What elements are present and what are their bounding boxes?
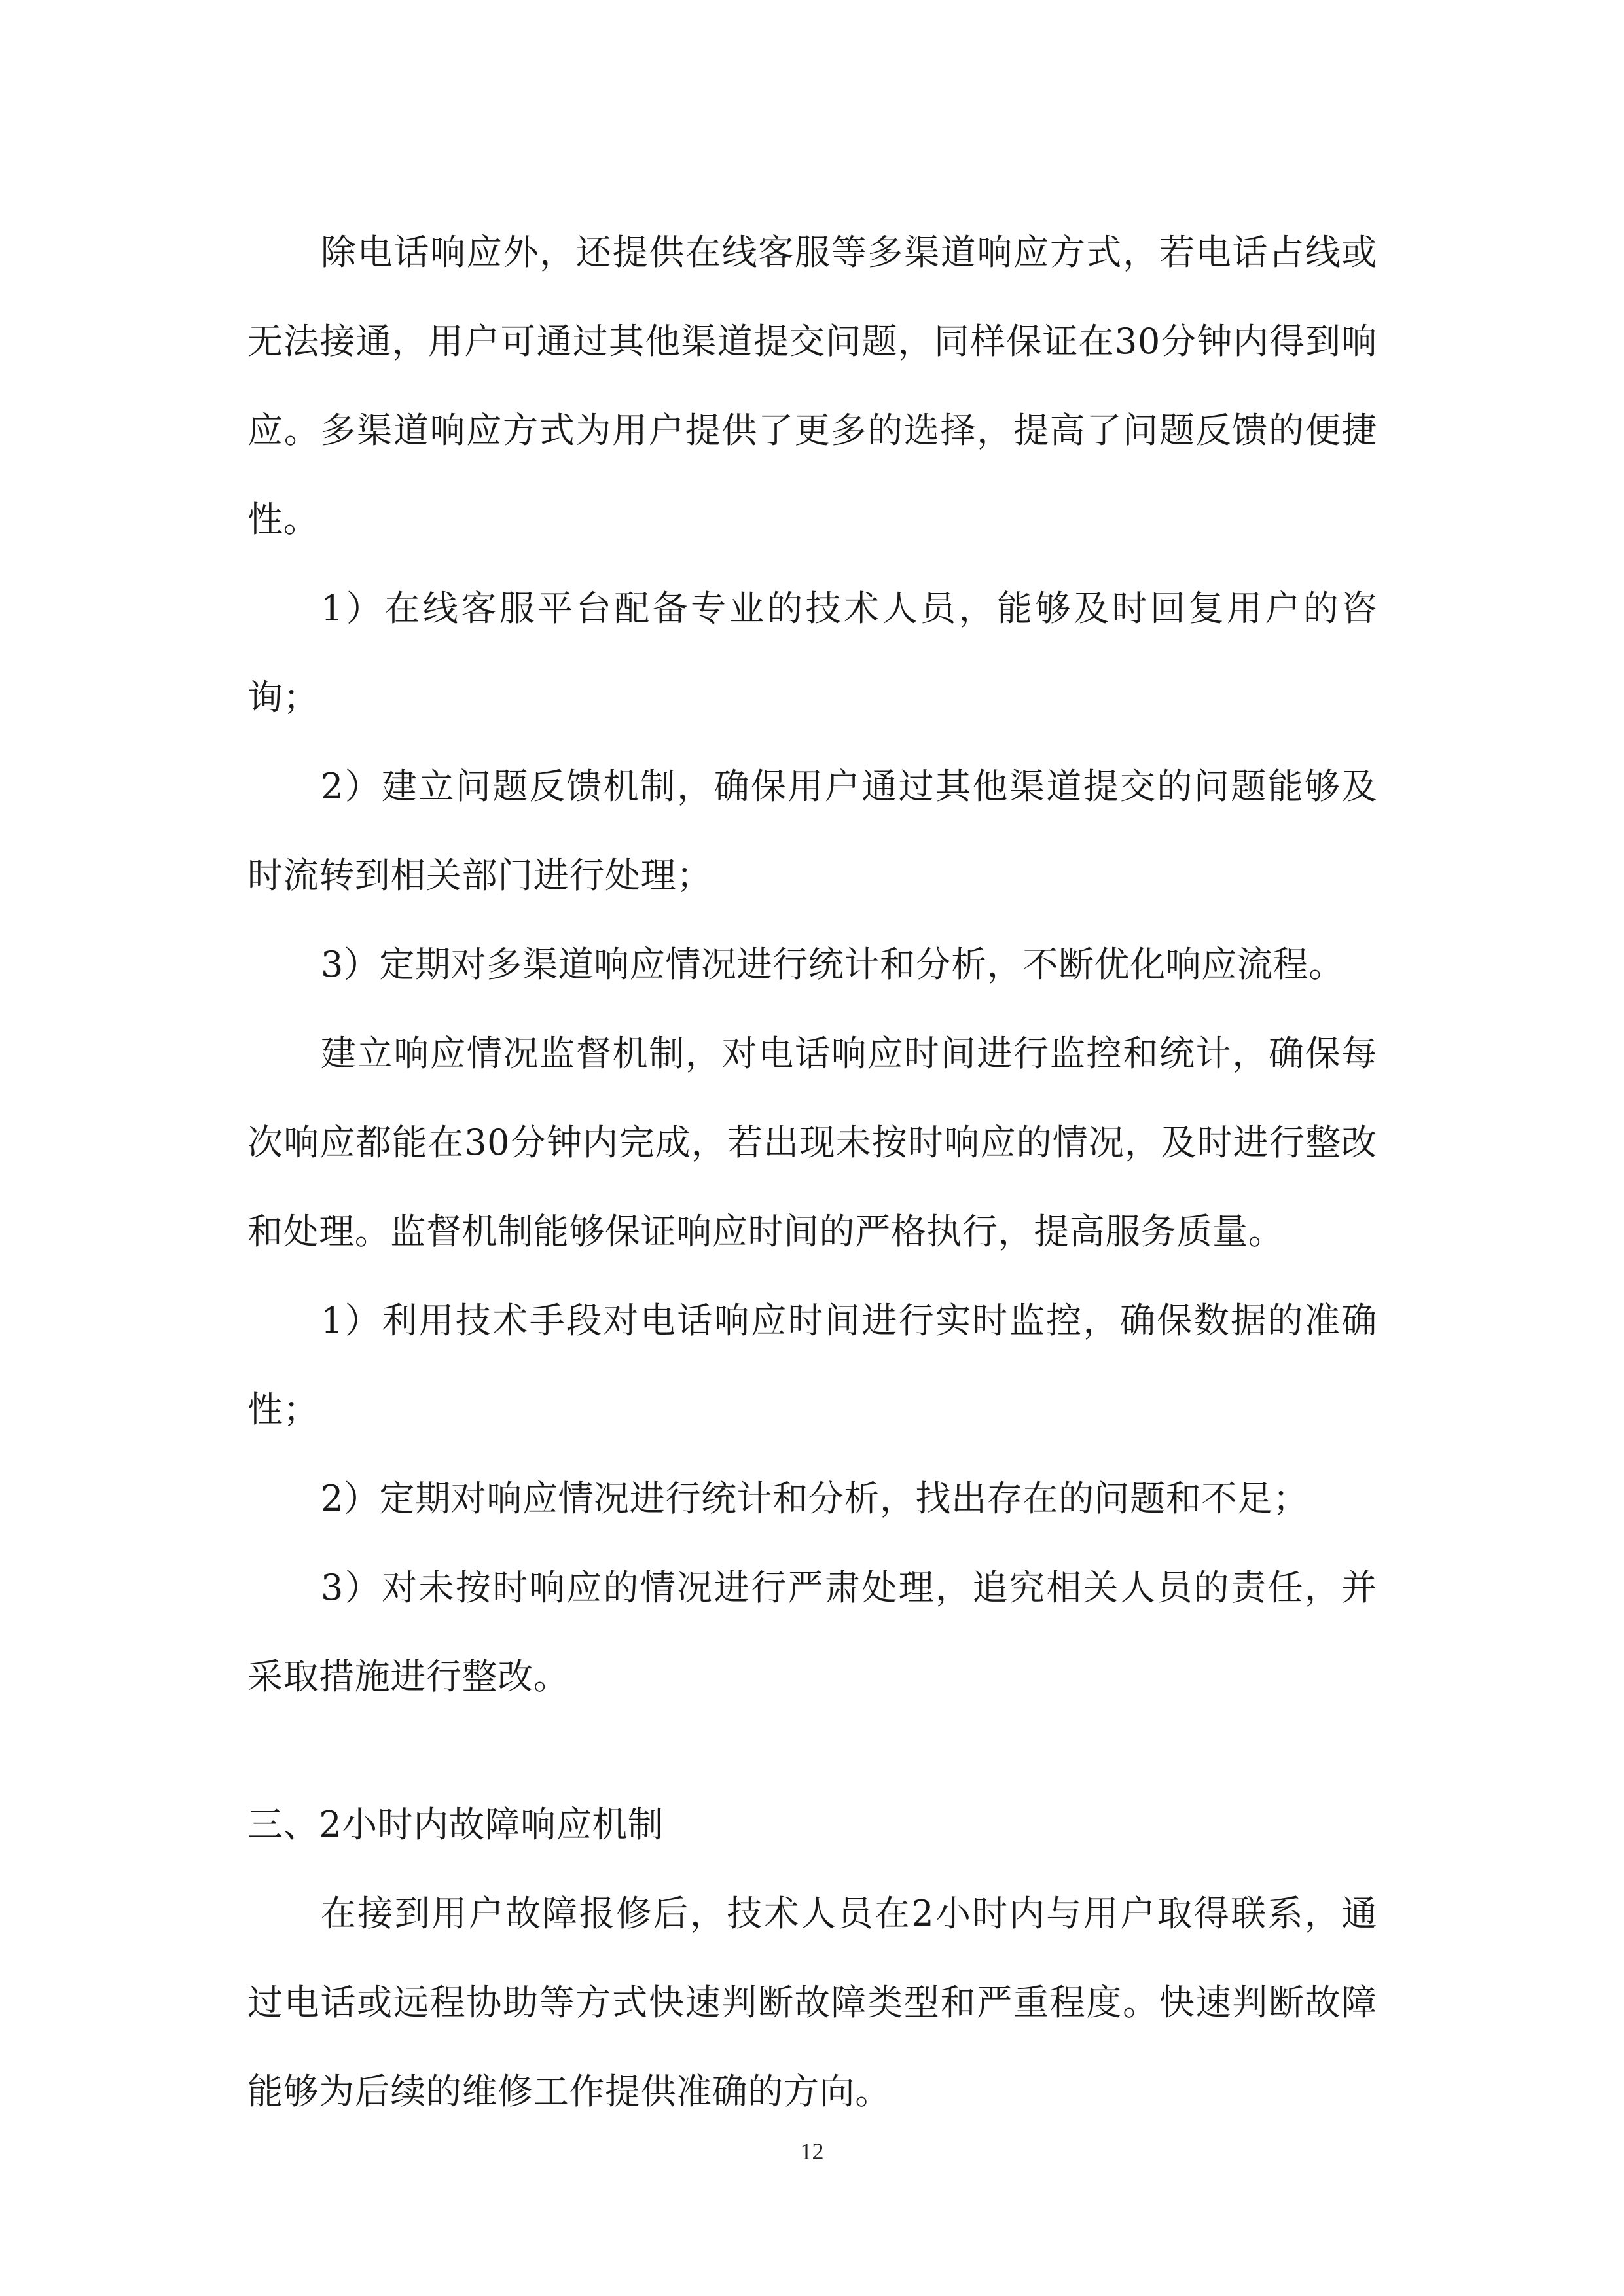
paragraph-supervision: 建立响应情况监督机制，对电话响应时间进行监控和统计，确保每次响应都能在30分钟内完成，若出现未按时响应的情况，及时进行整改和处理。监督机制能够保证响应时间的严格执行，提高服务质量。 bbox=[247, 1033, 1377, 1252]
paragraph-fault-response: 在接到用户故障报修后，技术人员在2小时内与用户取得联系，通过电话或远程协助等方式快速判断故障类型和严重程度。快速判断故障能够为后续的维修工作提供准确的方向。 bbox=[247, 1893, 1377, 2112]
list-item-statistics: 3）定期对多渠道响应情况进行统计和分析，不断优化响应流程。 bbox=[321, 944, 1344, 985]
page-number: 12 bbox=[800, 2138, 824, 2164]
list-item-feedback-mechanism: 2）建立问题反馈机制，确保用户通过其他渠道提交的问题能够及时流转到相关部门进行处理； bbox=[247, 766, 1377, 896]
section-gap bbox=[247, 1721, 1377, 1780]
page-body bbox=[247, 208, 1377, 2136]
paragraph-multichannel: 除电话响应外，还提供在线客服等多渠道响应方式，若电话占线或无法接通，用户可通过其他渠道提交问题，同样保证在30分钟内得到响应。多渠道响应方式为用户提供了更多的选择，提高了问题反馈的便捷性。 bbox=[247, 232, 1377, 540]
list-item-realtime-monitoring: 1）利用技术手段对电话响应时间进行实时监控，确保数据的准确性； bbox=[247, 1300, 1377, 1430]
list-item-periodic-analysis: 2）定期对响应情况进行统计和分析，找出存在的问题和不足； bbox=[321, 1478, 1309, 1519]
section-heading: 三、2小时内故障响应机制 bbox=[247, 1804, 664, 1845]
list-item-accountability: 3）对未按时响应的情况进行严肃处理，追究相关人员的责任，并采取措施进行整改。 bbox=[247, 1567, 1377, 1697]
list-item-online-service: 1）在线客服平台配备专业的技术人员，能够及时回复用户的咨询； bbox=[247, 588, 1377, 718]
